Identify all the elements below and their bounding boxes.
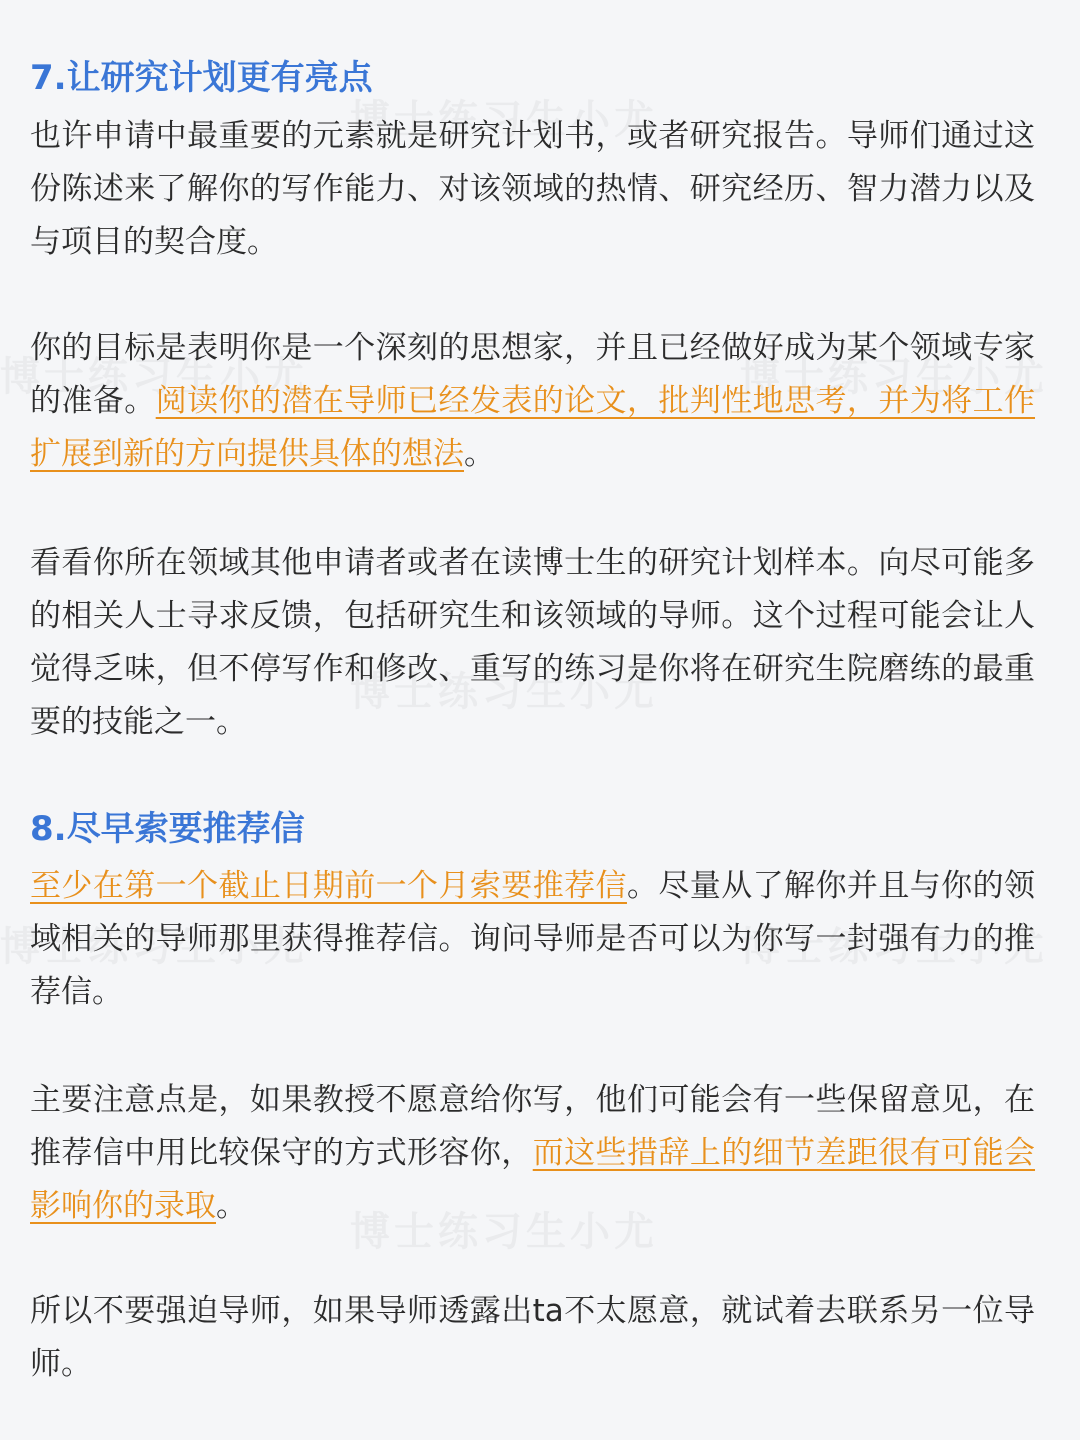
section-7-paragraph-1: 也许申请中最重要的元素就是研究计划书，或者研究报告。导师们通过这份陈述来了解你的写作能力、对该领域的热情、研究经历、智力潜力以及与项目的契合度。 [30,118,1035,260]
paragraph-text: 主要注意点是，如果教授不愿意给你写，他们可能会有一些保留意见，在推荐信中用比较保守的方式形容你， [30,1082,1035,1171]
section-8-paragraph-1 [30,860,1035,1019]
highlighted-text: 而这些措辞上的细节差距很有可能会影响你的录取 [30,1135,1036,1224]
paragraph-text: 。 [464,436,495,472]
section-7-paragraph-3: 看看你所在领域其他申请者或者在读博士生的研究计划样本。向尽可能多的相关人士寻求反馈，包括研究生和该领域的导师。这个过程可能会让人觉得乏味，但不停写作和修改、重写的练习是你将在研究生院磨练的最重要的技能之一。 [30,545,1035,740]
section-7-heading: 7.让研究计划更有亮点 [30,58,373,98]
section-7-paragraph-2 [30,322,1035,481]
paragraph-text: 。 [216,1188,247,1224]
paragraph-text: 你的目标是表明你是一个深刻的思想家，并且已经做好成为某个领域专家的准备。 [30,330,1035,419]
paragraph-text: 。尽量从了解你并且与你的领域相关的导师那里获得推荐信。询问导师是否可以为你写一封强有力的推荐信。 [30,868,1035,1010]
section-8-heading: 8.尽早索要推荐信 [30,809,305,849]
section-8-paragraph-2 [30,1074,1035,1233]
highlighted-text: 阅读你的潜在导师已经发表的论文，批判性地思考，并为将工作扩展到新的方向提供具体的想法 [30,383,1036,472]
highlighted-text: 至少在第一个截止日期前一个月索要推荐信 [30,868,627,904]
section-8-paragraph-3: 所以不要强迫导师，如果导师透露出ta不太愿意，就试着去联系另一位导师。 [30,1293,1035,1382]
